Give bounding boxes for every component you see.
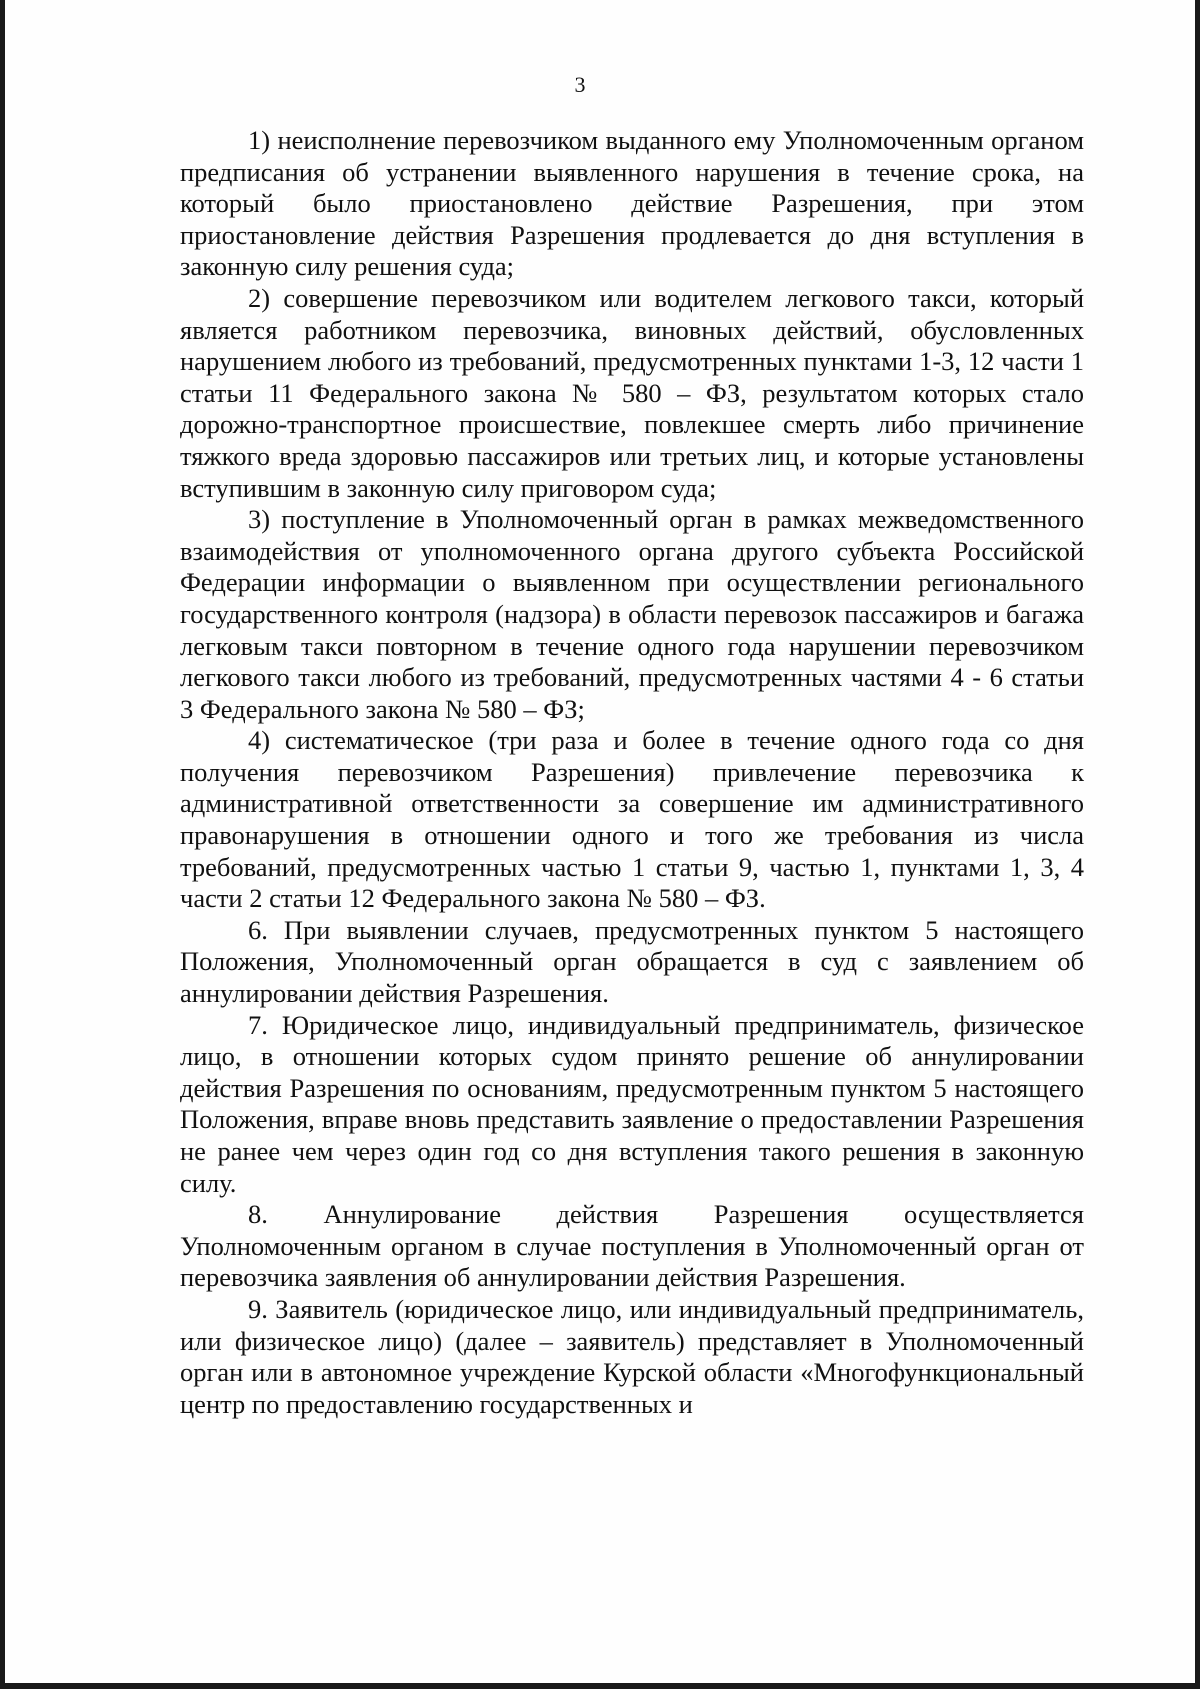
- paragraph-item-4: 4) систематическое (три раза и более в течение одного года со дня получения перевозчиком Разрешения) привлечение перевозчика к административной ответственности за совершение им административного правонарушения в отношении одного и того же требования из числа требований, предусмотренных частью 1 статьи 9, частью 1, пунктами 1, 3, 4 части 2 статьи 12 Федерального закона № 580 – ФЗ.: [180, 725, 1084, 914]
- scan-edge-right: [1195, 0, 1200, 1689]
- page-number: 3: [574, 72, 586, 97]
- paragraph-section-9: 9. Заявитель (юридическое лицо, или индивидуальный предприниматель, или физическое лицо) (далее – заявитель) представляет в Уполномоченный орган или в автономное учреждение Курской области «Многофункциональный центр по предоставлению государственных и: [180, 1293, 1084, 1419]
- scan-edge-bottom: [0, 1683, 1200, 1689]
- paragraph-section-8: 8. Аннулирование действия Разрешения осуществляется Уполномоченным органом в случае поступления в Уполномоченный орган от перевозчика заявления об аннулировании действия Разрешения.: [180, 1199, 1084, 1293]
- paragraph-item-1: 1) неисполнение перевозчиком выданного ему Уполномоченным органом предписания об устранении выявленного нарушения в течение срока, на который было приостановлено действие Разрешения, при этом приостановление действия Разрешения продлевается до дня вступления в законную силу решения суда;: [180, 125, 1084, 282]
- paragraph-section-7: 7. Юридическое лицо, индивидуальный предприниматель, физическое лицо, в отношении которых судом принято решение об аннулировании действия Разрешения по основаниям, предусмотренным пунктом 5 настоящего Положения, вправе вновь представить заявление о предоставлении Разрешения не ранее чем через один год со дня вступления такого решения в законную силу.: [180, 1009, 1084, 1198]
- scan-edge-left: [0, 0, 5, 1689]
- document-body: [180, 125, 1084, 1420]
- paragraph-item-3: 3) поступление в Уполномоченный орган в рамках межведомственного взаимодействия от уполномоченного органа другого субъекта Российской Федерации информации о выявленном при осуществлении регионального государственного контроля (надзора) в области перевозок пассажиров и багажа легковым такси повторном в течение одного года нарушении перевозчиком легкового такси любого из требований, предусмотренных частями 4 - 6 статьи 3 Федерального закона № 580 – ФЗ;: [180, 504, 1084, 724]
- paragraph-section-6: 6. При выявлении случаев, предусмотренных пунктом 5 настоящего Положения, Уполномоченный орган обращается в суд с заявлением об аннулировании действия Разрешения.: [180, 914, 1084, 1009]
- paragraph-item-2: 2) совершение перевозчиком или водителем легкового такси, который является работником перевозчика, виновных действий, обусловленных нарушением любого из требований, предусмотренных пунктами 1-3, 12 части 1 статьи 11 Федерального закона № 580 – ФЗ, результатом которых стало дорожно-транспортное происшествие, повлекшее смерть либо причинение тяжкого вреда здоровью пассажиров или третьих лиц, и которые установлены вступившим в законную силу приговором суда;: [180, 282, 1084, 503]
